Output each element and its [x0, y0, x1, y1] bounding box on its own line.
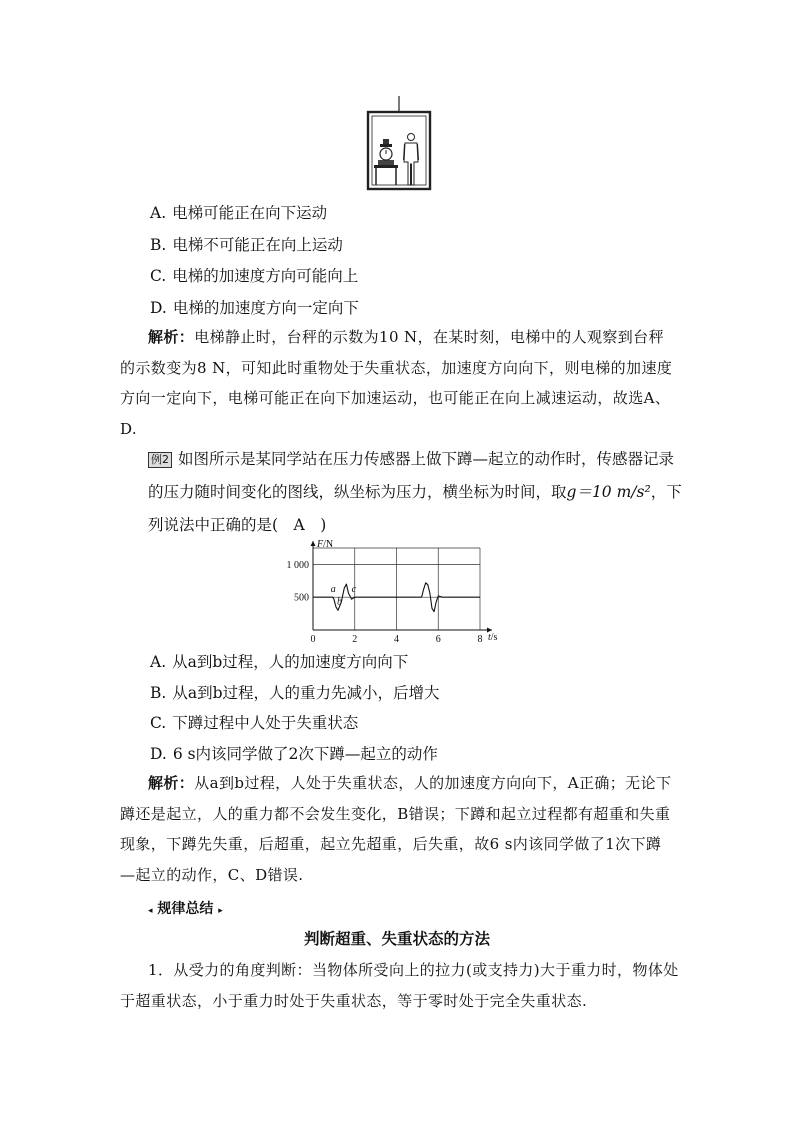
- x-axis-label: t/s: [488, 632, 498, 643]
- point-label-a: a: [330, 583, 336, 595]
- option-c: C. 电梯的加速度方向可能向上: [150, 267, 359, 285]
- y-tick-label: 500: [294, 592, 309, 604]
- force-time-chart: [280, 538, 520, 646]
- ex2-option-c: C. 下蹲过程中人处于失重状态: [150, 714, 359, 732]
- y-axis-arrow: [311, 541, 316, 546]
- point-label-b: b: [337, 596, 343, 608]
- ex2-option-d: D. 6 s内该同学做了2次下蹲—起立的动作: [150, 745, 438, 763]
- ex2-option-b: B. 从a到b过程，人的重力先减小，后增大: [150, 684, 440, 702]
- analysis-2: 解析：从a到b过程，人处于失重状态，人的加速度方向向下，A正确；无论下蹲还是起立，人的重力都不会发生变化，B错误；下蹲和起立过程都有超重和失重现象，下蹲先失重，后超重，起立先超重，后失重，故6 s内该同学做了1次下蹲—起立的动作，C、D错误.: [120, 774, 672, 884]
- x-tick-label: 8: [477, 634, 483, 645]
- section-title: 判断超重、失重状态的方法: [303, 930, 490, 948]
- y-axis-label: F/N: [317, 539, 334, 550]
- point-label-c: c: [351, 583, 357, 595]
- y-tick-label: 1 000: [286, 559, 309, 571]
- x-tick-label: 0: [310, 634, 316, 645]
- method-item-1: 1．从受力的角度判断：当物体所受向上的拉力(或支持力)大于重力时，物体处于超重状态，小于重力时处于失重状态，等于零时处于完全失重状态.: [120, 961, 679, 1010]
- example-2-question: 例2 如图所示是某同学站在压力传感器上做下蹲—起立的动作时，传感器记录的压力随时间变化的图线，纵坐标为压力，横坐标为时间，取g＝10 m/s²，下列说法中正确的是( A ): [148, 450, 682, 534]
- example-badge: 例2: [148, 452, 172, 468]
- x-tick-label: 6: [435, 634, 441, 645]
- elevator-illustration: [364, 96, 434, 192]
- analysis-1: 解析：电梯静止时，台秤的示数为10 N，在某时刻，电梯中的人观察到台秤的示数变为8 N，可知此时重物处于失重状态，加速度方向向下，则电梯的加速度方向一定向下，电梯可能正在向下加速运动，也可能正在向上减速运动，故选A、D.: [120, 328, 673, 438]
- x-tick-label: 4: [394, 634, 399, 645]
- option-a: A. 电梯可能正在向下运动: [150, 204, 328, 222]
- ex2-option-a: A. 从a到b过程，人的加速度方向向下: [150, 653, 409, 671]
- rule-summary-heading: ◂ 规律总结 ▸: [148, 901, 223, 917]
- option-d: D. 电梯的加速度方向一定向下: [150, 299, 359, 317]
- x-tick-label: 2: [352, 634, 358, 645]
- option-b: B. 电梯不可能正在向上运动: [150, 236, 343, 254]
